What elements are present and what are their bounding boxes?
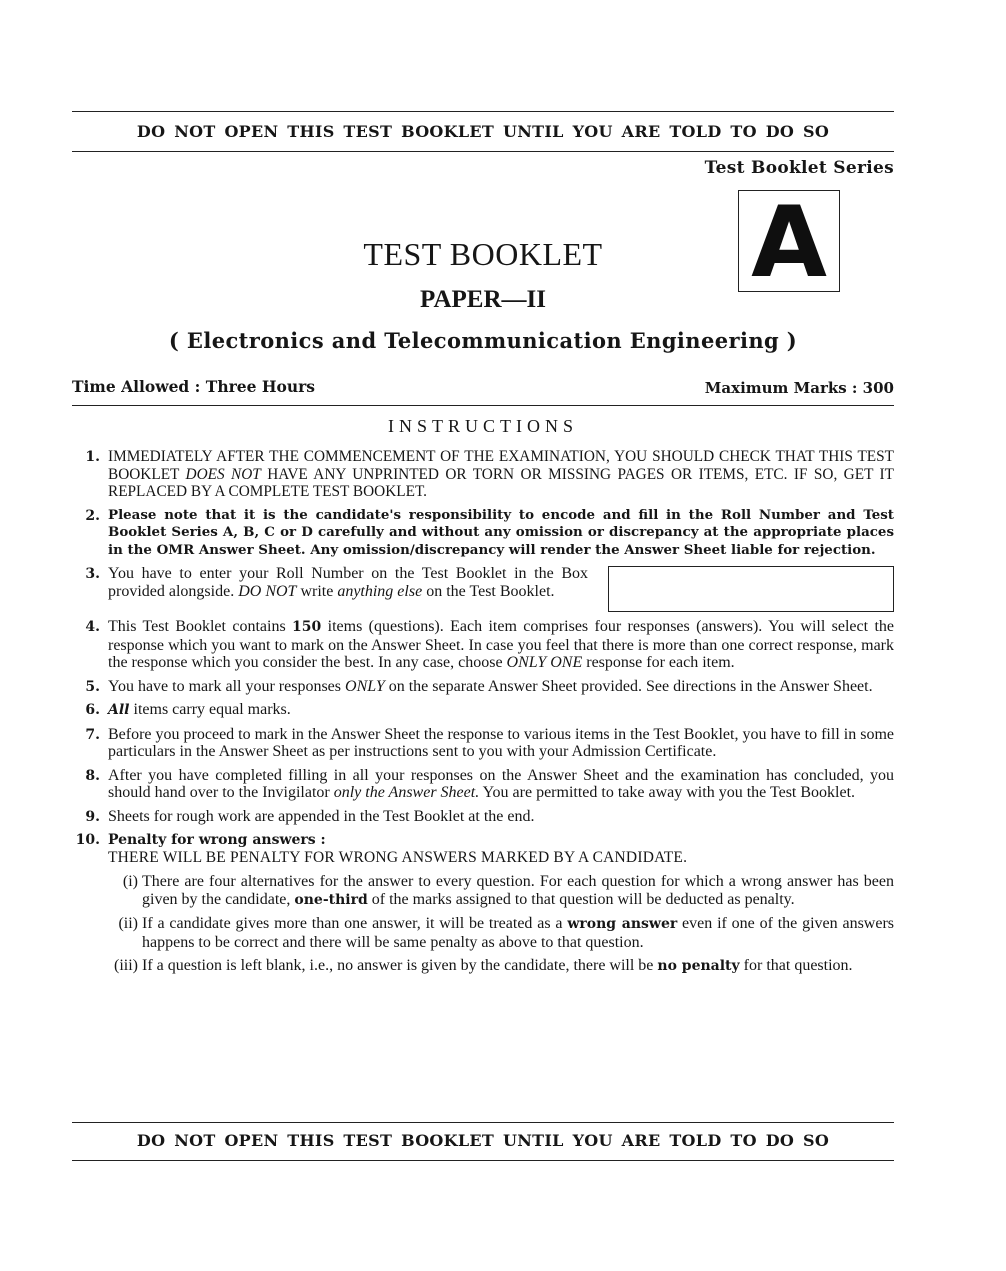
instruction-text: on the separate Answer Sheet provided. See directions in the Answer Sheet.: [384, 677, 873, 695]
instruction-7: [72, 726, 894, 761]
top-rule-upper: [72, 111, 894, 112]
penalty-statement: THERE WILL BE PENALTY FOR WRONG ANSWERS MARKED BY A CANDIDATE.: [108, 849, 688, 866]
series-letter: A: [751, 186, 827, 300]
penalty-rule-2: [108, 915, 894, 951]
instruction-2: [72, 507, 894, 560]
instruction-text: IMMEDIATELY AFTER THE COMMENCEMENT OF THE EXAMINATION, YOU SHOULD CHECK THAT THIS TEST BOOKLET: [108, 448, 894, 483]
instruction-text: on the Test Booklet.: [422, 582, 555, 600]
instruction-emphasis: ONLY ONE: [506, 654, 583, 671]
instruction-1: [72, 448, 894, 501]
instruction-emphasis: anything else: [337, 582, 423, 600]
instruction-text: for that question.: [739, 957, 853, 974]
instruction-text: even if one of the given answers happens to be correct and there will be same penalty as above to that question.: [142, 915, 895, 951]
roll-number-box[interactable]: [608, 566, 894, 612]
instruction-number: 5.: [85, 678, 100, 695]
instruction-emphasis: no penalty: [657, 958, 740, 974]
instruction-text: write: [296, 582, 338, 600]
subject-title: ( Electronics and Telecommunication Engineering ): [168, 328, 798, 353]
instruction-emphasis: DOES NOT: [185, 465, 261, 483]
bottom-warning-banner: DO NOT OPEN THIS TEST BOOKLET UNTIL YOU ARE TOLD TO DO SO: [136, 1131, 830, 1150]
instruction-number: 8.: [85, 767, 100, 784]
instruction-number: 10.: [75, 832, 100, 848]
instruction-emphasis: 150: [292, 619, 322, 635]
top-rule-lower: [72, 151, 894, 152]
instruction-number: 4.: [85, 619, 100, 635]
instruction-number: 3.: [85, 566, 100, 582]
instruction-number: 2.: [85, 507, 100, 524]
series-label: Test Booklet Series: [704, 158, 894, 178]
instruction-3: [72, 565, 894, 612]
instruction-emphasis: wrong answer: [567, 916, 678, 932]
bottom-rule-lower: [72, 1160, 894, 1161]
instruction-9: [72, 808, 894, 826]
instruction-text: items carry equal marks.: [129, 701, 291, 718]
instruction-text: Please note that it is the candidate's responsibility to encode and fill in the Roll Number and Test Booklet Series A, B, C or D carefully and without any omission or discrepancy at the appropriate places in the OMR Answer Sheet. Any omission/discrepancy will render the Answer Sheet liable for rejection.: [108, 506, 894, 558]
instruction-text: items (questions). Each item comprises four responses (answers). You will select the response which you want to mark on the Answer Sheet. In case you feel that there is more than one correct response, mark the response which you consider the best. In any case, choose: [108, 618, 894, 671]
instruction-text: You are permitted to take away with you the Test Booklet.: [479, 784, 856, 801]
instruction-emphasis: only the Answer Sheet.: [333, 784, 480, 801]
instructions-heading: INSTRUCTIONS: [387, 416, 578, 436]
instruction-text: This Test Booklet contains: [108, 618, 293, 635]
penalty-title: Penalty for wrong answers :: [108, 832, 326, 848]
time-allowed: Time Allowed : Three Hours: [72, 377, 316, 396]
booklet-title: TEST BOOKLET: [363, 236, 603, 272]
instructions-list: [72, 448, 894, 982]
instruction-text: You have to enter your Roll Number on the Test Booklet in the Box provided alongside.: [108, 565, 588, 600]
instruction-number: 6.: [85, 702, 100, 718]
instruction-text: Before you proceed to mark in the Answer Sheet the response to various items in the Test Booklet, you have to fill in some particulars in the Answer Sheet as per instructions sent to you with your Admission Certificate.: [108, 725, 894, 760]
bottom-rule-upper: [72, 1122, 894, 1123]
instruction-text: response for each item.: [582, 654, 735, 671]
instruction-text: If a question is left blank, i.e., no answer is given by the candidate, there will be: [142, 957, 658, 974]
instruction-emphasis: one-third: [294, 891, 368, 908]
instruction-text: There are four alternatives for the answer to every question. For each question for which a wrong answer has been given by the candidate,: [142, 873, 894, 908]
penalty-rule-number: (ii): [118, 915, 138, 932]
maximum-marks: Maximum Marks : 300: [704, 379, 894, 397]
instruction-text: of the marks assigned to that question will be deducted as penalty.: [367, 890, 795, 908]
header-rule: [72, 405, 894, 406]
instruction-10: [72, 831, 894, 976]
instruction-text: Sheets for rough work are appended in the Test Booklet at the end.: [108, 807, 535, 825]
instruction-emphasis: ONLY: [345, 677, 385, 695]
instruction-emphasis: All: [108, 702, 130, 718]
instruction-emphasis: DO NOT: [238, 582, 297, 600]
instruction-text: You have to mark all your responses: [108, 677, 346, 695]
instruction-text: After you have completed filling in all your responses on the Answer Sheet and the examination has concluded, you should hand over to the Invigilator: [108, 766, 894, 801]
instruction-6: [72, 701, 894, 720]
instruction-text: If a candidate gives more than one answer, it will be treated as a: [142, 915, 568, 932]
instruction-8: [72, 767, 894, 802]
instruction-number: 7.: [85, 726, 100, 743]
instruction-5: [72, 678, 894, 696]
penalty-rule-number: (iii): [114, 957, 138, 974]
instruction-text: HAVE ANY UNPRINTED OR TORN OR MISSING PAGES OR ITEMS, ETC. IF SO, GET IT REPLACED BY A COMPLETE TEST BOOKLET.: [108, 465, 894, 500]
penalty-rule-3: [108, 957, 894, 976]
penalty-rule-number: (i): [122, 873, 138, 890]
penalty-rule-1: [108, 873, 894, 909]
paper-number: PAPER—II: [420, 286, 546, 313]
instruction-number: 1.: [85, 449, 100, 465]
instruction-4: [72, 618, 894, 672]
instruction-number: 9.: [85, 808, 100, 825]
top-warning-banner: DO NOT OPEN THIS TEST BOOKLET UNTIL YOU ARE TOLD TO DO SO: [136, 122, 830, 141]
